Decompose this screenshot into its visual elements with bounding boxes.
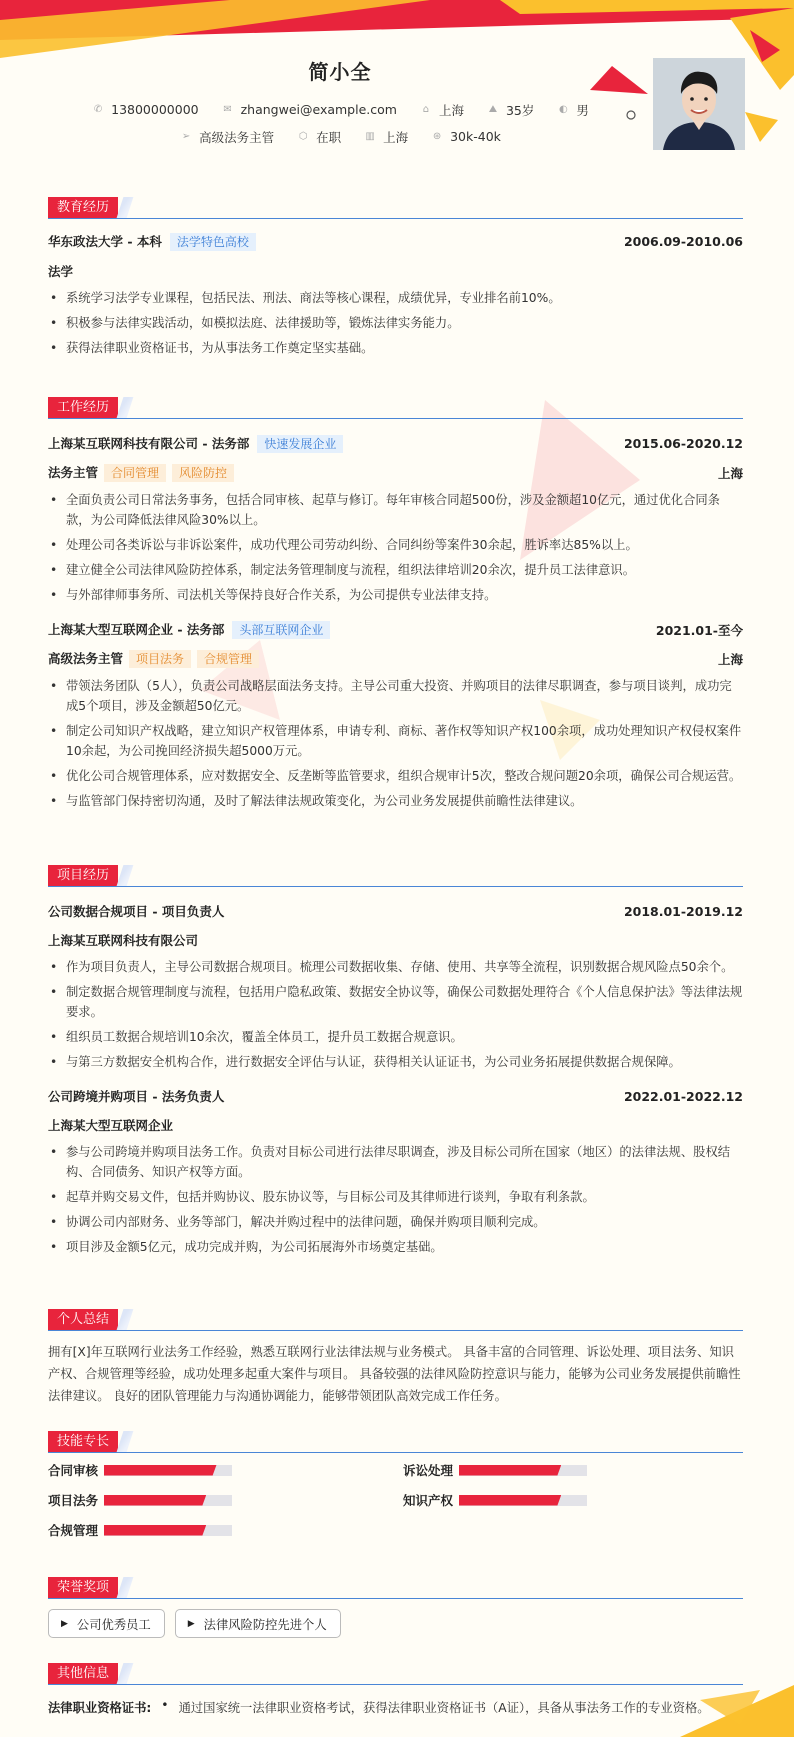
project-bullets — [48, 957, 743, 1072]
list-item: • 制定数据合规管理制度与流程，包括用户隐私政策、数据安全协议等，确保公司数据处理符合《个人信息保护法》等法律法规要求。 — [48, 982, 743, 1022]
city-icon: ▥ — [365, 131, 375, 142]
company-tag: 头部互联网企业 — [232, 621, 330, 639]
salary-text: 30k-40k — [450, 129, 501, 144]
section-title: 教育经历 — [48, 197, 118, 218]
role-row — [48, 649, 743, 668]
section-title: 工作经历 — [48, 397, 118, 418]
section-title: 个人总结 — [48, 1309, 118, 1330]
list-item: • 协调公司内部财务、业务等部门，解决并购过程中的法律问题，确保并购项目顺利完成。 — [48, 1212, 743, 1232]
skill-bar-fill — [104, 1495, 206, 1506]
skill-name: 项目法务 — [48, 1493, 99, 1508]
list-item: • 与第三方数据安全机构合作，进行数据安全评估与认证，获得相关认证证书，为公司业务拓展提供数据合规保障。 — [48, 1052, 743, 1072]
section-title: 技能专长 — [48, 1431, 118, 1452]
list-item: • 参与公司跨境并购项目法务工作。负责对目标公司进行法律尽职调查，涉及目标公司所在国家（地区）的法律法规、股权结构、合同债务、知识产权等方面。 — [48, 1142, 743, 1182]
list-item: • 全面负责公司日常法务事务，包括合同审核、起草与修订。每年审核合同超500份，涉及金额超10亿元，通过优化合同条款，为公司降低法律风险30%以上。 — [48, 490, 743, 530]
role-row — [48, 463, 743, 482]
profile-photo — [653, 58, 745, 150]
role-name: 法务主管 — [48, 465, 99, 480]
skill-item — [48, 1461, 403, 1479]
project-date: 2018.01-2019.12 — [623, 903, 743, 919]
project-org: 上海某大型互联网企业 — [48, 1118, 174, 1133]
send-icon: ➢ — [181, 131, 191, 142]
location-text: 上海 — [438, 102, 464, 118]
role-tag: 合规管理 — [197, 650, 259, 668]
honors-section — [48, 1576, 743, 1638]
city-text: 上海 — [383, 129, 409, 145]
skill-bar — [104, 1465, 232, 1476]
project-row — [48, 1087, 743, 1105]
projects-section — [48, 864, 743, 1262]
gender-text: 男 — [576, 102, 589, 118]
company-name: 上海某大型互联网企业 - 法务部 — [48, 622, 225, 637]
skill-bar — [104, 1495, 232, 1506]
project-org: 上海某互联网科技有限公司 — [48, 933, 199, 948]
skill-item — [403, 1461, 743, 1479]
list-item: • 组织员工数据合规培训10余次，覆盖全体员工，提升员工数据合规意识。 — [48, 1027, 743, 1047]
list-item: • 作为项目负责人，主导公司数据合规项目。梳理公司数据收集、存储、使用、共享等全流程，识别数据合规风险点50余个。 — [48, 957, 743, 977]
project-name: 公司数据合规项目 - 项目负责人 — [48, 904, 225, 919]
skill-name: 诉讼处理 — [403, 1463, 454, 1478]
summary-section — [48, 1308, 743, 1407]
salary-icon: ⊛ — [432, 131, 442, 142]
status-icon: ⬡ — [298, 131, 308, 142]
list-item: • 制定公司知识产权战略，建立知识产权管理体系，申请专利、商标、著作权等知识产权100余项，成功处理知识产权侵权案件10余起，为公司挽回经济损失超5000万元。 — [48, 721, 743, 761]
other-row: 法律职业资格证书: • 通过国家统一法律职业资格考试，获得法律职业资格证书（A证），具备从事法务工作的专业资格。 — [48, 1698, 710, 1715]
education-bullets — [48, 288, 743, 358]
award-text: 法律风险防控先进个人 — [203, 1617, 327, 1632]
list-item: • 起草并购交易文件，包括并购协议、股东协议等，与目标公司及其律师进行谈判，争取有利条款。 — [48, 1187, 743, 1207]
school-name: 华东政法大学 - 本科 — [48, 234, 162, 249]
section-title: 荣誉奖项 — [48, 1577, 118, 1598]
list-item: • 积极参与法律实践活动，如模拟法庭、法律援助等，锻炼法律实务能力。 — [48, 313, 743, 333]
resume-name: 简小全 — [308, 60, 372, 84]
list-item: • 与外部律师事务所、司法机关等保持良好合作关系，为公司提供专业法律支持。 — [48, 585, 743, 605]
award-item — [175, 1609, 341, 1638]
job-location: 上海 — [717, 651, 743, 667]
triangle-icon: ▶ — [187, 1618, 195, 1629]
skill-bar-fill — [104, 1525, 206, 1536]
phone-icon: ✆ — [93, 104, 103, 115]
project-date: 2022.01-2022.12 — [623, 1088, 743, 1104]
skill-item — [48, 1521, 403, 1539]
job-intent-row — [0, 127, 680, 146]
list-item: • 系统学习法学专业课程，包括民法、刑法、商法等核心课程，成绩优异，专业排名前10%。 — [48, 288, 743, 308]
education-date: 2006.09-2010.06 — [623, 234, 743, 249]
skill-bar — [104, 1525, 232, 1536]
contact-row — [0, 100, 680, 119]
major: 法学 — [48, 264, 74, 279]
list-item: • 获得法律职业资格证书，为从事法务工作奠定坚实基础。 — [48, 338, 743, 358]
skill-bar-fill — [104, 1465, 217, 1476]
education-row — [48, 232, 743, 251]
position-text: 高级法务主管 — [199, 129, 275, 145]
phone-text: 13800000000 — [111, 102, 199, 117]
job-bullets — [48, 676, 743, 811]
mail-icon: ✉ — [223, 104, 232, 115]
section-title: 其他信息 — [48, 1663, 118, 1684]
gender-icon: ◐ — [558, 104, 568, 115]
job-location: 上海 — [717, 465, 743, 481]
section-title: 项目经历 — [48, 865, 118, 886]
email-text: zhangwei@example.com — [240, 102, 397, 117]
work-section — [48, 396, 743, 816]
role-name: 高级法务主管 — [48, 651, 124, 666]
job-date: 2021.01-至今 — [655, 622, 743, 638]
age-text: 35岁 — [505, 102, 535, 118]
award-text: 公司优秀员工 — [76, 1617, 151, 1632]
skill-name: 知识产权 — [403, 1493, 454, 1508]
job-date: 2015.06-2020.12 — [623, 436, 743, 451]
awards-list — [48, 1609, 743, 1638]
project-bullets — [48, 1142, 743, 1257]
status-text: 在职 — [316, 129, 342, 145]
skill-bar-fill — [459, 1465, 561, 1476]
education-section — [48, 196, 743, 363]
company-tag: 快速发展企业 — [257, 435, 343, 453]
job-bullets — [48, 490, 743, 605]
age-icon: ⛰ — [488, 104, 498, 115]
job-row — [48, 434, 743, 453]
list-item: • 优化公司合规管理体系，应对数据安全、反垄断等监管要求，组织合规审计5次，整改合规问题20余项，确保公司合规运营。 — [48, 766, 743, 786]
skill-bar-fill — [459, 1495, 561, 1506]
other-section — [48, 1662, 743, 1716]
triangle-icon: ▶ — [61, 1618, 68, 1629]
skill-name: 合同审核 — [48, 1463, 99, 1478]
list-item: • 与监管部门保持密切沟通，及时了解法律法规政策变化，为公司业务发展提供前瞻性法律建议。 — [48, 791, 743, 811]
skill-bar — [459, 1495, 587, 1506]
school-tag: 法学特色高校 — [170, 233, 256, 251]
skill-bar — [459, 1465, 587, 1476]
home-icon: ⌂ — [422, 104, 430, 115]
skill-name: 合规管理 — [48, 1523, 99, 1538]
skill-item — [48, 1491, 403, 1509]
list-item: • 项目涉及金额5亿元，成功完成并购，为公司拓展海外市场奠定基础。 — [48, 1237, 743, 1257]
summary-text: 拥有[X]年互联网行业法务工作经验，熟悉互联网行业法律法规与业务模式。 具备丰富的合同管理、诉讼处理、项目法务、知识产权、合规管理等经验，成功处理多起重大案件与项目。 具备较强的法律风险防控意识与能力，能够为公司业务发展提供前瞻性法律建议。 良好的团队管理能力与沟通协调能力，能够带领团队高效完成工作任务。 — [48, 1345, 741, 1403]
project-row — [48, 902, 743, 920]
other-label: 法律职业资格证书: — [48, 1701, 152, 1715]
list-item: • 建立健全公司法律风险防控体系，制定法务管理制度与流程，组织法律培训20余次，提升员工法律意识。 — [48, 560, 743, 580]
list-item: • 处理公司各类诉讼与非诉讼案件，成功代理公司劳动纠纷、合同纠纷等案件30余起，胜诉率达85%以上。 — [48, 535, 743, 555]
award-item — [48, 1609, 165, 1638]
role-tag: 合同管理 — [104, 464, 166, 482]
other-text: 通过国家统一法律职业资格考试，获得法律职业资格证书（A证），具备从事法务工作的专业资格。 — [178, 1701, 710, 1715]
role-tag: 风险防控 — [172, 464, 234, 482]
list-item: • 带领法务团队（5人），负责公司战略层面法务支持。主导公司重大投资、并购项目的法律尽职调查，参与项目谈判，成功完成5个项目，涉及金额超50亿元。 — [48, 676, 743, 716]
company-name: 上海某互联网科技有限公司 - 法务部 — [48, 436, 250, 451]
skills-section — [48, 1430, 743, 1539]
job-row — [48, 620, 743, 639]
role-tag: 项目法务 — [129, 650, 191, 668]
skills-grid — [48, 1461, 743, 1539]
skill-item — [403, 1491, 743, 1509]
project-name: 公司跨境并购项目 - 法务负责人 — [48, 1089, 225, 1104]
